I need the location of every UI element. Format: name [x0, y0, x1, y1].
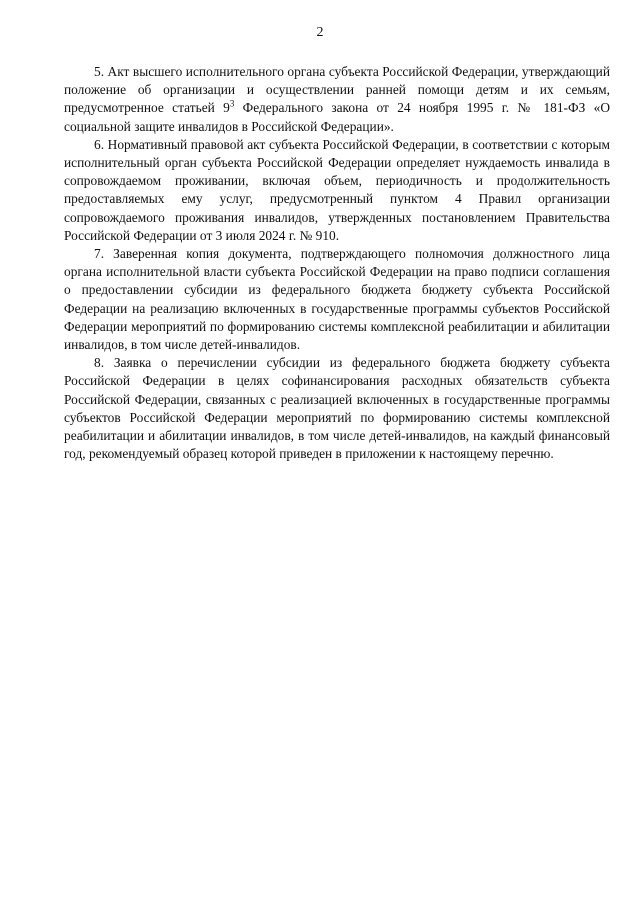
- page-number: 2: [316, 25, 324, 40]
- paragraph-item-7: 7. Заверенная копия документа, подтверждающего полномочия должностного лица органа исполнительной власти субъекта Российской Федерации на право подписи соглашения о предоставлении субсидии из федерального бюджета бюджету субъекта Российской Федерации на реализацию включенных в государственные программы субъектов Российской Федерации мероприятий по формированию системы комплексной реабилитации и абилитации инвалидов, в том числе детей-инвалидов.: [64, 246, 610, 353]
- statute-article-superscript: 3: [229, 98, 235, 109]
- paragraph-item-5-text-part-2: Федерального закона от 24 ноября 1995 г. № 181-ФЗ «О социальной защите инвалидов в Российской Федерации».: [64, 100, 610, 134]
- paragraph-item-8: 8. Заявка о перечислении субсидии из федерального бюджета бюджету субъекта Российской Федерации в целях софинансирования расходных обязательств субъекта Российской Федерации, связанных с реализацией включенных в государственные программы субъектов Российской Федерации мероприятий по формированию системы комплексной реабилитации и абилитации инвалидов, в том числе детей-инвалидов, на каждый финансовый год, рекомендуемый образец которой приведен в приложении к настоящему перечню.: [64, 355, 610, 462]
- paragraph-item-5: [64, 63, 610, 136]
- paragraph-item-6: 6. Нормативный правовой акт субъекта Российской Федерации, в соответствии с которым исполнительный орган субъекта Российской Федерации определяет нуждаемость инвалида в сопровождаемом проживании, включая объем, периодичность и продолжительность предоставляемых ему услуг, предусмотренный пунктом 4 Правил организации сопровождаемого проживания инвалидов, утвержденных постановлением Правительства Российской Федерации от 3 июля 2024 г. № 910.: [64, 136, 610, 243]
- paragraph-item-5-text-part-1: 5. Акт высшего исполнительного органа субъекта Российской Федерации, утверждающий положение об организации и осуществлении ранней помощи детям и их семьям, предусмотренное статьей 9: [64, 64, 610, 116]
- document-body: [64, 63, 610, 463]
